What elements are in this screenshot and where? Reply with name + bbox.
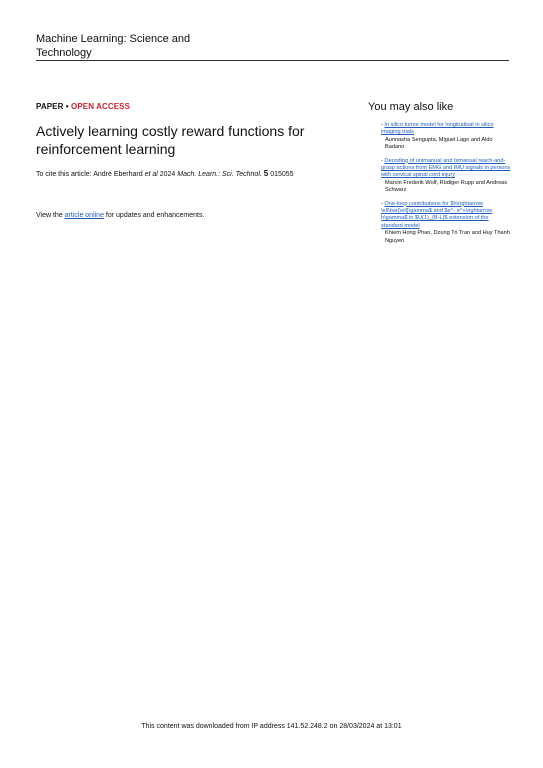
list-dash: -	[381, 122, 385, 128]
related-item-authors: Khiem Hong Phan, Dzung Tri Tran and Huy Thanh Nguyen	[385, 230, 510, 244]
related-item-link[interactable]: Decoding of unimanual and bimanual reach-and-grasp actions from EMG and IMU signals in persons with cervical spinal cord injury	[381, 157, 511, 179]
article-online-link[interactable]: article online	[64, 212, 104, 219]
cite-prefix: To cite this article: André Eberhard	[36, 171, 145, 178]
cite-volume: 5	[263, 169, 269, 178]
related-item	[381, 158, 511, 195]
article-title: Actively learning costly reward functions for reinforcement learning	[36, 123, 305, 157]
list-dash: -	[381, 157, 385, 164]
download-notice: This content was downloaded from IP address 141.52.248.2 on 28/03/2024 at 13:01	[141, 723, 402, 730]
journal-title: Machine Learning: Science and Technology	[36, 33, 191, 59]
open-access-badge: OPEN ACCESS	[71, 102, 131, 111]
cite-number: 015055	[268, 171, 294, 178]
view-prefix: View the	[36, 212, 65, 219]
related-item	[381, 122, 511, 152]
list-dash: -	[381, 200, 385, 207]
related-item-link[interactable]: One-loop contributions for $h\rightarrow \ell\bar{\ell}\gamma$ and $e^- e^+\rightarrow h\gamma$ in $U(1)_{B-L}$ extension of the standard model	[381, 200, 493, 229]
related-item-link[interactable]: In silico tumor model for longitudinal in silico imaging trials	[381, 122, 494, 136]
cite-etal: et al	[144, 171, 158, 178]
label-separator: •	[63, 102, 72, 111]
related-item-authors: Marvin Frederik Wolf, Rüdiger Rupp and Andreas Schwarz	[385, 179, 508, 194]
cite-journal: Mach. Learn.: Sci. Technol.	[177, 171, 262, 178]
view-suffix: for updates and enhancements.	[103, 212, 205, 219]
header-divider	[36, 60, 509, 61]
article-type-label	[36, 102, 130, 111]
related-item-authors: Aunnasha Sengupta, Miguel Lago and Aldo Badano	[385, 136, 493, 151]
citation-line	[36, 169, 356, 180]
related-heading: You may also like	[368, 101, 454, 113]
related-list	[381, 122, 511, 251]
view-online-line	[36, 211, 356, 221]
cite-year: 2024	[157, 171, 178, 178]
related-item	[381, 201, 511, 245]
paper-type: PAPER	[36, 102, 64, 111]
